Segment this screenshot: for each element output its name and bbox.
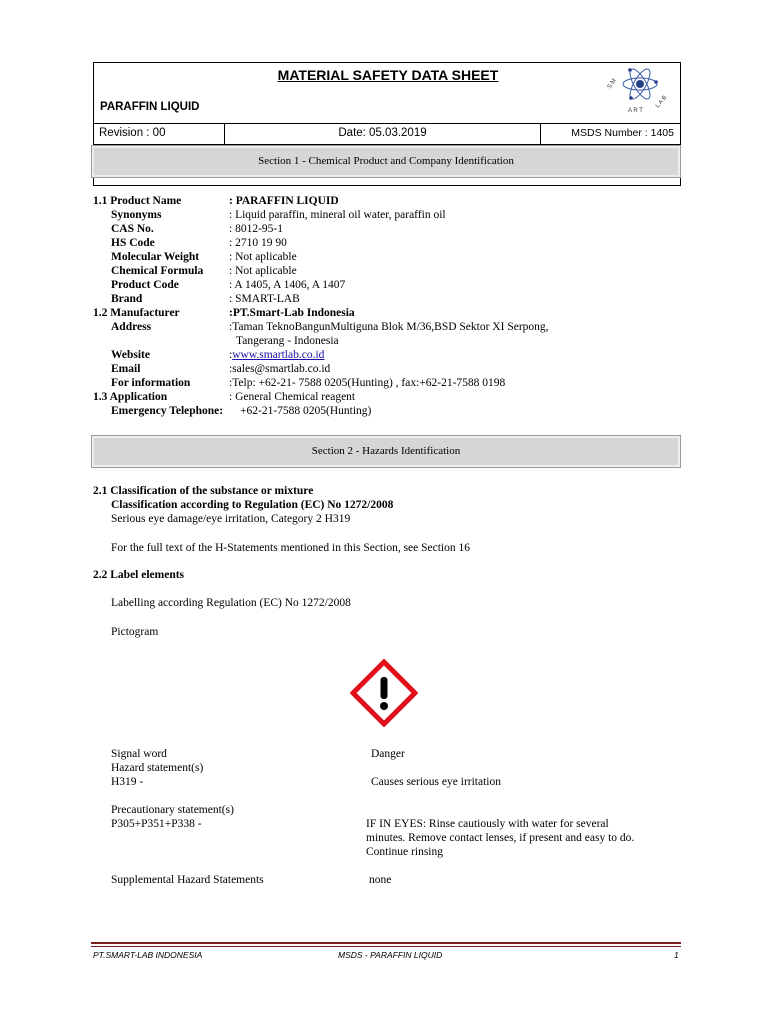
footer-rule bbox=[91, 942, 681, 944]
product-info-label: Address bbox=[111, 321, 152, 333]
product-info-label: 1.2 Manufacturer bbox=[93, 307, 180, 319]
document-title: MATERIAL SAFETY DATA SHEET bbox=[277, 67, 499, 83]
supplemental-label: Supplemental Hazard Statements bbox=[111, 874, 264, 886]
signal-word-label: Signal word bbox=[111, 748, 167, 760]
precautionary-label: Precautionary statement(s) bbox=[111, 804, 234, 816]
website-link[interactable]: www.smartlab.co.id bbox=[232, 349, 325, 361]
product-info-value: :Telp: +62-21- 7588 0205(Hunting) , fax:+62-21-7588 0198 bbox=[229, 377, 506, 389]
h319-label: H319 - bbox=[111, 776, 144, 788]
footer-page-number: 1 bbox=[674, 950, 679, 960]
product-info-label: Chemical Formula bbox=[111, 265, 204, 277]
svg-text:A R T: A R T bbox=[628, 108, 643, 114]
product-info-label: Synonyms bbox=[111, 209, 162, 221]
product-info-value: :PT.Smart-Lab Indonesia bbox=[229, 307, 355, 319]
heading-2-1: 2.1 Classification of the substance or mixture bbox=[93, 485, 314, 497]
product-info-label: 1.1 Product Name bbox=[93, 195, 182, 207]
footer-rule-thin bbox=[91, 946, 681, 947]
heading-2-1-classification: Classification according to Regulation (EC) No 1272/2008 bbox=[111, 499, 394, 511]
product-info-label: Website bbox=[111, 349, 150, 361]
product-info-value: :sales@smartlab.co.id bbox=[229, 363, 331, 375]
product-info-value: Tangerang - Indonesia bbox=[236, 335, 339, 347]
product-info-value bbox=[229, 348, 324, 362]
revision-row bbox=[94, 123, 680, 144]
website-prefix: : bbox=[229, 349, 233, 361]
product-info-label: HS Code bbox=[111, 237, 155, 249]
product-info-value: : 2710 19 90 bbox=[229, 237, 287, 249]
hazard-statements-label: Hazard statement(s) bbox=[111, 762, 204, 774]
section-2-header: Section 2 - Hazards Identification bbox=[91, 435, 681, 468]
product-info-label: For information bbox=[111, 377, 191, 389]
full-text-note: For the full text of the H-Statements mentioned in this Section, see Section 16 bbox=[111, 542, 470, 554]
product-info-value: : General Chemical reagent bbox=[229, 391, 356, 403]
exclamation-mark-ghs-icon bbox=[350, 659, 418, 727]
classification-text: Serious eye damage/eye irritation, Category 2 H319 bbox=[111, 513, 351, 525]
footer-company: PT.SMART-LAB INDONESIA bbox=[93, 950, 203, 960]
precautionary-text-3: Continue rinsing bbox=[366, 846, 443, 858]
footer-document: MSDS - PARAFFIN LIQUID bbox=[338, 950, 443, 960]
product-info-value: : SMART-LAB bbox=[229, 293, 300, 305]
labelling-text: Labelling according Regulation (EC) No 1272/2008 bbox=[111, 597, 351, 609]
product-info-value: : Liquid paraffin, mineral oil water, paraffin oil bbox=[229, 209, 446, 221]
atom-logo-icon bbox=[600, 62, 680, 122]
supplemental-value: none bbox=[369, 874, 392, 886]
product-info-label: 1.3 Application bbox=[93, 391, 168, 403]
precautionary-code: P305+P351+P338 - bbox=[111, 818, 202, 830]
precautionary-text-1: IF IN EYES: Rinse cautiously with water for several bbox=[366, 818, 609, 830]
product-info-value: : Not aplicable bbox=[229, 265, 297, 277]
svg-text:L A B: L A B bbox=[654, 94, 669, 110]
msds-number-cell: MSDS Number : 1405 bbox=[571, 127, 674, 139]
section-1-header: Section 1 - Chemical Product and Company Identification bbox=[91, 145, 681, 178]
h319-value: Causes serious eye irritation bbox=[371, 776, 501, 788]
product-info-label: Emergency Telephone: bbox=[111, 405, 224, 417]
product-header: PARAFFIN LIQUID bbox=[100, 101, 200, 113]
product-info-value: : 8012-95-1 bbox=[229, 223, 283, 235]
product-info-value: : PARAFFIN LIQUID bbox=[229, 195, 339, 207]
revision-cell: Revision : 00 bbox=[94, 123, 225, 144]
precautionary-text-2: minutes. Remove contact lenses, if present and easy to do. bbox=[366, 832, 635, 844]
product-info-label: CAS No. bbox=[111, 223, 154, 235]
product-info-value: +62-21-7588 0205(Hunting) bbox=[240, 405, 372, 417]
product-info-value: :Taman TeknoBangunMultiguna Blok M/36,BSD Sektor XI Serpong, bbox=[229, 321, 549, 333]
product-info-value: : Not aplicable bbox=[229, 251, 297, 263]
signal-word-value: Danger bbox=[371, 748, 405, 760]
svg-text:S M: S M bbox=[606, 77, 618, 91]
product-info-label: Email bbox=[111, 363, 141, 375]
product-info-label: Molecular Weight bbox=[111, 251, 200, 263]
product-info-label: Product Code bbox=[111, 279, 179, 291]
product-info-label: Brand bbox=[111, 293, 143, 305]
heading-2-2: 2.2 Label elements bbox=[93, 569, 185, 581]
pictogram-label: Pictogram bbox=[111, 626, 159, 638]
product-info-value: : A 1405, A 1406, A 1407 bbox=[229, 279, 346, 291]
date-cell: Date: 05.03.2019 bbox=[225, 123, 541, 144]
